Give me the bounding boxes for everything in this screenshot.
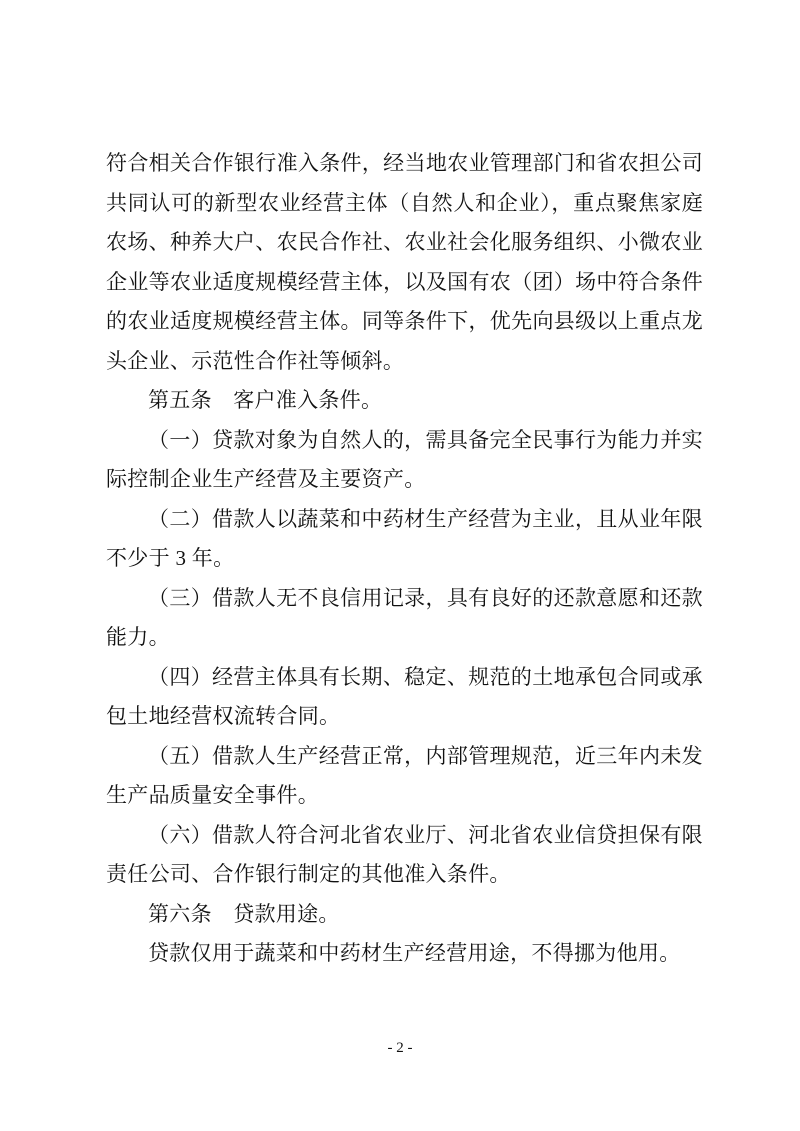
paragraph-line: 企业等农业适度规模经营主体，以及国有农（团）场中符合条件 — [106, 269, 703, 294]
page-number: - 2 - — [387, 1040, 413, 1056]
article-5-heading: 第五条 客户准入条件。 — [148, 388, 383, 412]
paragraph-line: 头企业、示范性合作社等倾斜。 — [106, 348, 405, 373]
clause-6-line: 责任公司、合作银行制定的其他准入条件。 — [106, 862, 511, 886]
clause-3-line: （三）借款人无不良信用记录，具有良好的还款意愿和还款 — [148, 585, 703, 610]
clause-5-line: 生产品质量安全事件。 — [106, 783, 319, 807]
paragraph-line: 的农业适度规模经营主体。同等条件下，优先向县级以上重点龙 — [106, 309, 703, 333]
paragraph-line: 农场、种养大户、农民合作社、农业社会化服务组织、小微农业 — [106, 230, 703, 254]
clause-4-line: （四）经营主体具有长期、稳定、规范的土地承包合同或承 — [148, 664, 703, 689]
paragraph-line: 贷款仅用于蔬菜和中药材生产经营用途，不得挪为他用。 — [148, 941, 681, 965]
article-6-heading: 第六条 贷款用途。 — [148, 901, 340, 926]
clause-4-line: 包土地经营权流转合同。 — [106, 704, 341, 728]
paragraph-line: 共同认可的新型农业经营主体（自然人和企业），重点聚焦家庭 — [106, 190, 703, 215]
clause-2-line: （二）借款人以蔬菜和中药材生产经营为主业，且从业年限 — [148, 506, 703, 531]
document-body — [106, 144, 703, 974]
clause-1-line: （一）贷款对象为自然人的，需具备完全民事行为能力并实 — [148, 427, 703, 452]
paragraph-line: 符合相关合作银行准入条件，经当地农业管理部门和省农担公司 — [106, 151, 703, 175]
clause-3-line: 能力。 — [106, 625, 170, 649]
clause-5-line: （五）借款人生产经营正常，内部管理规范，近三年内未发 — [148, 743, 703, 768]
clause-1-line: 际控制企业生产经营及主要资产。 — [106, 467, 426, 491]
clause-2-line: 不少于 3 年。 — [106, 546, 235, 570]
clause-6-line: （六）借款人符合河北省农业厅、河北省农业信贷担保有限 — [148, 822, 703, 847]
